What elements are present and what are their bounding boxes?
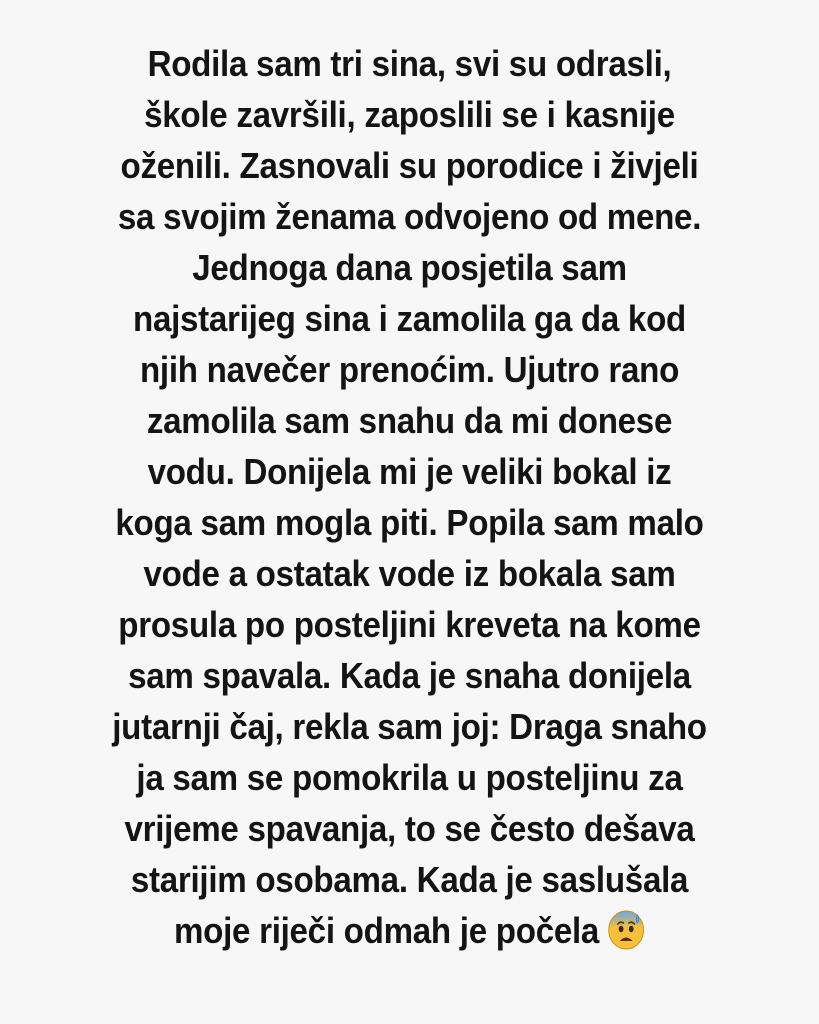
text-line-8: zamolila sam snahu da mi donese [146, 400, 673, 441]
text-line-2: škole završili, zaposlili se i kasnije [144, 94, 675, 135]
text-line-12: prosula po posteljini kreveta na kome [118, 604, 701, 645]
anxious-face-with-sweat-icon [606, 909, 645, 951]
text-line-11: vode a ostatak vode iz bokala sam [143, 553, 676, 594]
text-line-17: starijim osobama. Kada je saslušala [130, 859, 689, 900]
text-line-13: sam spavala. Kada je snaha donijela [128, 655, 691, 696]
text-line-7: njih navečer prenoćim. Ujutro rano [139, 349, 680, 390]
text-line-16: vrijeme spavanja, to se često dešava [124, 808, 695, 849]
text-line-6: najstarijeg sina i zamolila ga da kod [132, 298, 687, 339]
text-line-15: ja sam se pomokrila u posteljinu za [136, 757, 683, 798]
text-line-9: vodu. Donijela mi je veliki bokal iz [147, 451, 672, 492]
text-line-18: moje riječi odmah je počela [173, 910, 600, 951]
text-line-10: koga sam mogla piti. Popila sam malo [115, 502, 704, 543]
post-text [0, 38, 819, 956]
text-line-14: jutarnji čaj, rekla sam joj: Draga snaho [112, 706, 707, 747]
text-line-last [33, 905, 786, 956]
text-line-5: Jednoga dana posjetila sam [192, 247, 627, 288]
text-line-1: Rodila sam tri sina, svi su odrasli, [147, 43, 672, 84]
text-line-3: oženili. Zasnovali su porodice i živjeli [120, 145, 699, 186]
text-line-4: sa svojim ženama odvojeno od mene. [117, 196, 702, 237]
